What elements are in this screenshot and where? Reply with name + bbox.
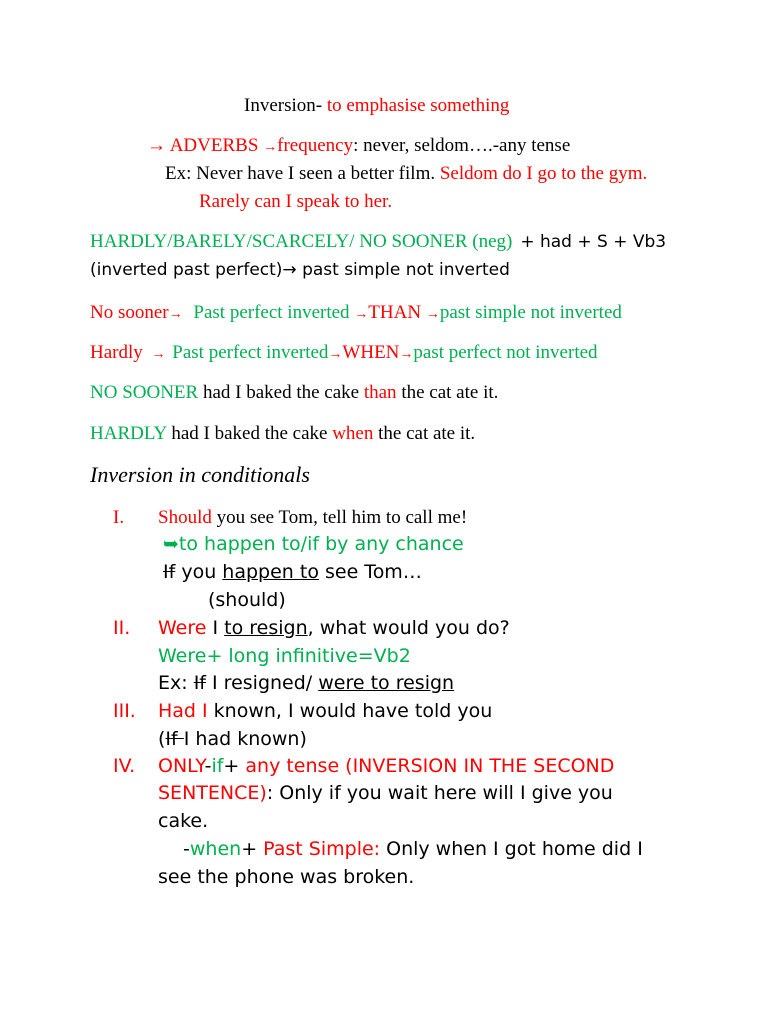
list-item-3 (158, 700, 492, 722)
list-item-4-line2 (158, 782, 613, 804)
list-item-1-note: ➥to happen to/if by any chance (163, 533, 464, 555)
section-heading: Inversion in conditionals (90, 462, 310, 487)
list-text: + (241, 838, 264, 860)
list-item-2-line3 (158, 672, 454, 694)
list-text: Past Simple: (263, 838, 381, 860)
rule-text: No sooner (90, 302, 169, 323)
list-text: SENTENCE) (158, 782, 267, 804)
rule-text: WHEN (342, 342, 400, 363)
no-sooner-rule (90, 302, 622, 324)
hardly-rule-line-2: (inverted past perfect)→ past simple not inverted (90, 260, 510, 280)
list-item-1 (158, 507, 467, 529)
rule-text: Past perfect inverted (193, 302, 355, 323)
title-suffix: to emphasise something (326, 95, 510, 116)
example-text: Ex: Never have I seen a better film. (165, 163, 440, 184)
list-text: ( (158, 728, 166, 750)
adverbs-line (147, 135, 570, 157)
rule-text: past perfect not inverted (413, 342, 598, 363)
list-number: I. (113, 507, 125, 528)
list-item-2 (158, 617, 510, 639)
example-text: HARDLY (90, 423, 167, 444)
list-text: I (206, 617, 225, 639)
hardly-when-rule (90, 342, 598, 364)
list-text: Were (158, 617, 207, 639)
list-text: happen to (222, 561, 319, 583)
list-text: you see Tom, tell him to call me! (211, 507, 468, 528)
example-text: than (363, 382, 397, 403)
list-item-4-line5: see the phone was broken. (158, 866, 415, 888)
list-text: were to resign (318, 672, 455, 694)
arrow-icon: → (151, 347, 166, 362)
rule-text: Past perfect inverted (172, 342, 329, 363)
hardly-rule-line (90, 231, 666, 253)
list-item-4 (158, 755, 614, 777)
list-text: , what would you do? (307, 617, 510, 639)
list-item-4-line3: cake. (158, 810, 209, 832)
arrow-icon: → (263, 140, 278, 155)
example-text: the cat ate it. (396, 382, 499, 403)
example-text: when (332, 423, 374, 444)
list-text: If (193, 672, 206, 694)
example-line-2: Rarely can I speak to her. (199, 191, 393, 212)
list-text: you (175, 561, 223, 583)
frequency-label: frequency (277, 135, 354, 156)
list-text: - (204, 755, 212, 777)
list-number: IV. (113, 755, 136, 777)
list-text: known, I would have told you (207, 700, 493, 722)
list-number: II. (113, 617, 131, 639)
list-text: any tense (INVERSION IN THE SECOND (245, 755, 615, 777)
list-text: to resign (224, 617, 308, 639)
list-text: I resigned/ (206, 672, 319, 694)
arrow-icon: → (399, 347, 414, 362)
example-red-text: Seldom do I go to the gym. (439, 163, 648, 184)
rule-text: Hardly (90, 342, 148, 363)
page-title (244, 95, 509, 117)
example-line-1 (165, 163, 647, 185)
list-text: Ex: (158, 672, 194, 694)
list-text: If (163, 561, 176, 583)
rule-text: THAN (368, 302, 426, 323)
list-text: If (165, 728, 184, 750)
example-text: had I baked the cake (198, 382, 364, 403)
arrow-icon: → (328, 347, 343, 362)
hardly-rule-green: HARDLY/BARELY/SCARCELY/ NO SOONER (neg) (90, 231, 513, 252)
example-text: NO SOONER (90, 382, 199, 403)
list-text: if (211, 755, 224, 777)
list-text: Should (158, 507, 212, 528)
list-text: when (189, 838, 242, 860)
arrow-icon: → (147, 135, 166, 156)
list-text: Only when I got home did I (380, 838, 643, 860)
example-text: had I baked the cake (166, 423, 333, 444)
list-text: - (183, 838, 190, 860)
arrow-icon: → (168, 307, 183, 322)
adverbs-label: ADVERBS (169, 135, 259, 156)
list-item-3-line2 (158, 728, 307, 750)
list-text: ONLY (158, 755, 205, 777)
list-text: I had known) (183, 728, 307, 750)
hardly-example (90, 423, 475, 445)
adverbs-rest: : never, seldom….-any tense (353, 135, 571, 156)
arrow-icon: → (425, 307, 440, 322)
rule-text: past simple not inverted (439, 302, 622, 323)
example-text: the cat ate it. (373, 423, 476, 444)
list-number: III. (113, 700, 136, 722)
list-item-1-line3 (163, 561, 422, 583)
list-item-2-note: Were+ long infinitive=Vb2 (158, 645, 411, 667)
hardly-rule-black: + had + S + Vb3 (520, 232, 667, 252)
no-sooner-example (90, 382, 498, 404)
arrow-icon: → (354, 307, 369, 322)
list-item-4-line4 (183, 838, 643, 860)
list-text: see Tom… (318, 561, 422, 583)
list-item-1-line4: (should) (208, 589, 286, 611)
title-prefix: Inversion- (244, 95, 327, 116)
list-text: + (223, 755, 246, 777)
list-text: : Only if you wait here will I give you (266, 782, 613, 804)
list-text: Had I (158, 700, 208, 722)
